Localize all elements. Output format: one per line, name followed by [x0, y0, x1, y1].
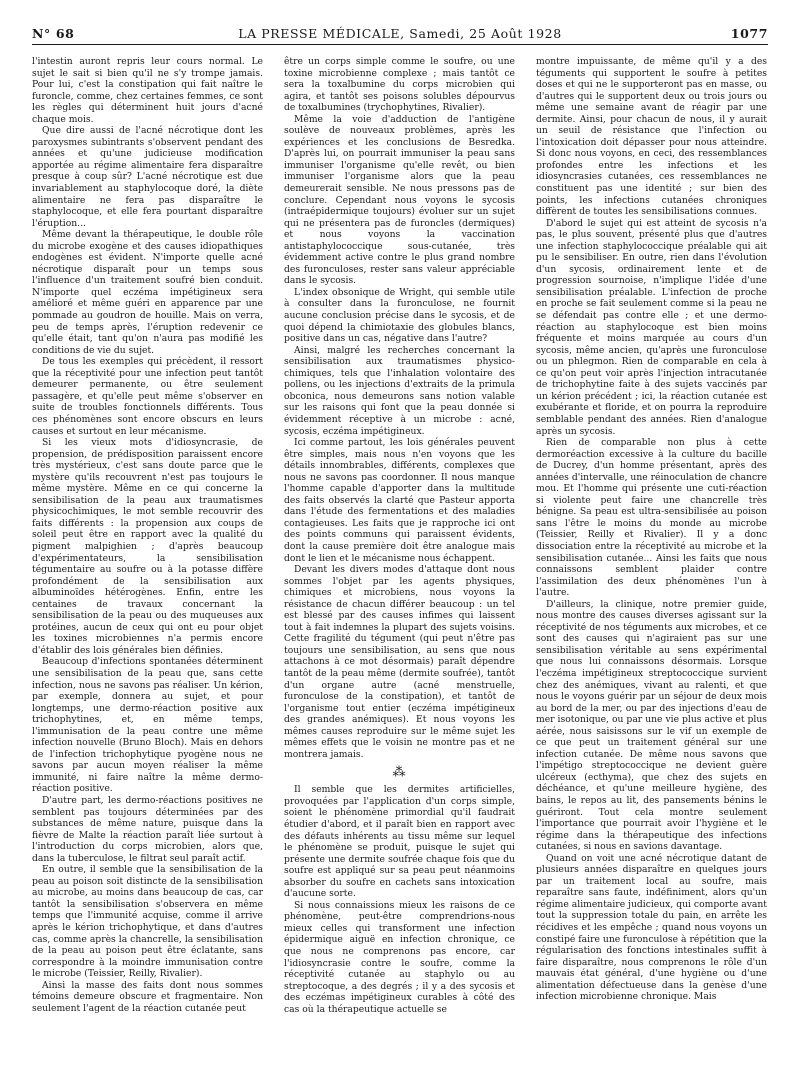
paragraph: Si nous connaissions mieux les raisons de ce phénomène, peut-être comprendrions-nous mieux celles qui transforment une infection épidermique aiguë en infection chronique, ce que nous ne comprenons pas encore, car l'idiosyncrasie contre le soufre, comme la réceptivité cutanée au staphylo ou au streptocoque, a des degrés ; il y a des sycosis et des eczémas impétigineux curables à côté des cas où la thérapeutique actuelle se — [284, 899, 515, 1015]
paragraph: D'autre part, les dermo-réactions positives ne semblent pas toujours déterminées par des substances de même nature, puisque dans la fièvre de Malte la réaction paraît liée surtout à l'introduction du corps microbien, alors que, dans la tuberculose, le filtrat seul paraît actif. — [32, 795, 263, 864]
paragraph: Il semble que les dermites artificielles, provoquées par l'application d'un corps simple, soient le phénomène primordial qu'il faudrait étudier d'abord, et il paraît bien en rapport avec des défauts inhérents au tissu même sur lequel le phénomène se produit, puisque le sujet qui présente une dermite soufrée chaque fois que du soufre est appliqué sur sa peau peut néanmoins absorber du soufre en cachets sans intoxication d'aucune sorte. — [284, 784, 515, 900]
paragraph: Si les vieux mots d'idiosyncrasie, de propension, de prédisposition paraissent encore très mystérieux, c'est sans doute parce que le mystère qu'ils recouvrent n'est pas toujours le même mystère. Même en ce qui concerne la sensibilisation de la peau aux traumatismes physicochimiques, le mot semble recouvrir des faits différents : la propension aux coups de soleil peut être en rapport avec la qualité du pigment malpighien ; d'après beaucoup d'expérimentateurs, la sensibilisation tégumentaire au soufre ou à la potasse diffère profondément de la sensibilisation aux albuminoïdes hétérogènes. Enfin, entre les centaines de travaux concernant la sensibilisation de la peau ou des muqueuses aux protéines, aucun de ceux qui ont eu pour objet les toxines microbiennes n'a permis encore d'établir des lois générales bien définies. — [32, 437, 263, 656]
paragraph: D'ailleurs, la clinique, notre premier guide, nous montre des causes diverses agissant sur la réceptivité de nos téguments aux microbes, et ce sont des causes qui n'agiraient pas sur une sensibilisation véritable au sens expérimental que nous lui connaissons désormais. Lorsque l'eczéma impétigineux streptococcique survient chez des anémiques, vivant au ralenti, et que nous le voyons guérir par un séjour de deux mois au bord de la mer, ou par des injections d'eau de mer isotonique, ou par une vie plus active et plus aérée, nous saisissons sur le vif un exemple de ce que peut un traitement général sur une infection cutanée. De même nous savons que l'impétigo streptococcique ne devient guère ulcéreux (ecthyma), que chez des sujets en déchéance, et qu'une meilleure hygiène, des bains, le repos au lit, des pansements bénins le guériront. Tout cela montre seulement l'importance que pourrait avoir l'hygiène et le régime dans la thérapeutique des infections cutanées, si nous en savions davantage. — [536, 598, 767, 853]
paragraph: Même devant la thérapeutique, le double rôle du microbe exogène et des causes idiopathiques endogènes est évident. N'importe quelle acné nécrotique disparaît pour un temps sous l'influence d'un traitement soufré bien conduit. N'importe quel eczéma impétigineux sera amélioré et même guéri en apparence par une pommade au goudron de houille. Mais on verra, peu de temps après, l'éruption redevenir ce qu'elle était, tant qu'on n'aura pas modifié les conditions de vie du sujet. — [32, 229, 263, 356]
paragraph: Même la voie d'adduction de l'antigène soulève de nouveaux problèmes, après les expériences et les conclusions de Besredka. D'après lui, on pourrait immuniser la peau sans immuniser l'organisme qu'elle revêt, ou bien immuniser l'organisme alors que la peau demeurerait sensible. Ne nous pressons pas de conclure. Cependant nous voyons le sycosis (intraépidermique toujours) évoluer sur un sujet qui ne présentera pas de furoncles (dermiques) et nous voyons la vaccination antistaphylococcique sous-cutanée, très évidemment active contre le plus grand nombre des furonculoses, rester sans valeur appréciable dans le sycosis. — [284, 113, 515, 287]
paragraph: L'index obsonique de Wright, qui semble utile à consulter dans la furonculose, ne fournit aucune conclusion précise dans le sycosis, et de quoi dépend la chimiotaxie des globules blancs, positive dans un cas, négative dans l'autre? — [284, 286, 515, 345]
paragraph: être un corps simple comme le soufre, ou une toxine microbienne complexe ; mais tantôt ce sera la toxalbumine du corps microbien qui agira, et tantôt ses poisons solubles dépourvus de toxalbumines (trychophytines, Rivalier). — [284, 56, 515, 114]
paragraph: En outre, il semble que la sensibilisation de la peau au poison soit distincte de la sensibilisation au microbe, au moins dans beaucoup de cas, car tantôt la sensibilisation s'observera en même temps que l'immunité acquise, comme il arrive après le kérion trichophytique, et dans d'autres cas, comme après la chancrelle, la sensibilisation de la peau au poison peut être éclatante, sans correspondre à la moindre immunisation contre le microbe (Teissier, Reilly, Rivalier). — [32, 864, 263, 980]
paragraph: l'intestin auront repris leur cours normal. Le sujet le sait si bien qu'il ne s'y trompe jamais. Pour lui, c'est la constipation qui fait naître le furoncle, comme, chez certaines femmes, ce sont les règles qui déterminent huit jours d'acné chaque mois. — [32, 56, 263, 125]
page-number: 1077 — [730, 26, 768, 41]
paragraph: Rien de comparable non plus à cette dermoréaction excessive à la culture du bacille de Ducrey, d'un homme présentant, après des années d'intervalle, une réinoculation de chancre mou. Et l'homme qui présente une cuti-réaction si violente peut faire une chancrelle très bénigne. Sa peau est ultra-sensibilisée au poison sans l'être le moins du monde au microbe (Teissier, Reilly et Rivalier). Il y a donc dissociation entre la réceptivité au microbe et la sensibilisation cutanée... Ainsi les faits que nous connaissons semblent plaider contre l'assimilation des deux phénomènes l'un à l'autre. — [536, 437, 767, 599]
section-separator: ⁂ — [392, 765, 407, 781]
journal-title: LA PRESSE MÉDICALE, Samedi, 25 Août 1928 — [238, 26, 562, 41]
column-3 — [536, 56, 767, 1070]
header-rule — [32, 44, 768, 45]
paragraph: Devant les divers modes d'attaque dont nous sommes l'objet par les agents physiques, chimiques et microbiens, nous voyons la résistance de chacun différer beaucoup : un tel est blessé par des causes infimes qui laissent tout à fait indemnes la plupart des sujets voisins. Cette fragilité du tégument (qui peut n'être pas toujours une sensibilisation, au sens que nous attachons à ce mot désormais) paraît dépendre tantôt de la peau même (dermite soufrée), tantôt d'un organe autre (acné menstruelle, furonculose de la constipation), et tantôt de l'organisme tout entier (eczéma impétigineux des grandes anémiques). Et nous voyons les mêmes causes reproduire sur le même sujet les mêmes effets que le voisin ne montre pas et ne montrera jamais. — [284, 564, 515, 760]
paragraph: Ici comme partout, les lois générales peuvent être simples, mais nous n'en voyons que les détails innombrables, différents, complexes que nous ne savons pas coordonner. Il nous manque l'homme capable d'apporter dans la multitude des faits observés la clarté que Pasteur apporta dans l'étude des fermentations et des maladies contagieuses. Les faits que je rapproche ici ont des points communs qui paraissent évidents, dont la cause première doit être analogue mais dont le lien et le mécanisme nous échappent. — [284, 437, 515, 564]
paragraph: Ainsi, malgré les recherches concernant la sensibilisation aux traumatismes physico-chimiques, tels que l'inhalation volontaire des pollens, ou les injections d'extraits de la primula obconica, nous demeurons sans notion valable sur les raisons qui font que la peau donnée si évidemment réceptive à un microbe : acné, sycosis, eczéma impétigineux. — [284, 344, 515, 437]
column-2 — [284, 56, 515, 1070]
paragraph: De tous les exemples qui précèdent, il ressort que la réceptivité pour une infection peut tantôt demeurer permanente, ou être seulement passagère, et qu'elle peut même s'observer en suite de troubles fonctionnels différents. Tous ces phénomènes sont encore obscurs en leurs causes et surtout en leur mécanisme. — [32, 356, 263, 437]
paragraph: Ainsi la masse des faits dont nous sommes témoins demeure obscure et fragmentaire. Non seulement l'agent de la réaction cutanée peut — [32, 979, 263, 1014]
column-1 — [32, 56, 263, 1070]
paragraph: Beaucoup d'infections spontanées déterminent une sensibilisation de la peau que, sans cette infection, nous ne savons pas réaliser. Un kérion, par exemple, donnera au sujet, et pour longtemps, une dermo-réaction positive aux trichophytines, et, en même temps, l'immunisation de la peau contre une même infection nouvelle (Bruno Bloch). Mais en dehors de l'infection trichophytique pyogène nous ne savons par aucun moyen réaliser la même immunité, ni faire naître la même dermo-réaction positive. — [32, 656, 263, 795]
paragraph: montre impuissante, de même qu'il y a des téguments qui supportent le soufre à petites doses et qui ne le supporteront pas en masse, ou d'autres qui le supportent deux ou trois jours ou même une semaine avant de réagir par une dermite. Ainsi, pour chacun de nous, il y aurait un seuil de résistance que l'infection ou l'intoxication doit dépasser pour nous atteindre. Si donc nous voyons, en ceci, des ressemblances profondes entre les infections et les idiosyncrasies cutanées, ces ressemblances ne constituent pas une identité ; sur bien des points, les infections cutanées chroniques diffèrent de toutes les sensibilisations connues. — [536, 56, 767, 218]
paragraph: Quand on voit une acné nécrotique datant de plusieurs années disparaître en quelques jours par un traitement local au soufre, mais reparaître sans faute, indéfiniment, alors qu'un régime alimentaire judicieux, qui comporte avant tout la suppression totale du pain, en arrête les récidives et les empêche ; quand nous voyons un constipé faire une furonculose à répétition que la régularisation des fonctions intestinales suffit à faire disparaître, nous comprenons le rôle d'un mauvais état général, d'une hygiène ou d'une alimentation défectueuse dans la genèse d'une infection microbienne chronique. Mais — [536, 852, 767, 1003]
paragraph: Que dire aussi de l'acné nécrotique dont les paroxysmes subintrants s'observent pendant des années et qu'une judicieuse modification apportée au régime alimentaire fera disparaître presque à coup sûr? L'acné nécrotique est due invariablement au staphylocoque doré, la diète alimentaire ne fera pas disparaître le staphylocoque, et elle fera pourtant disparaître l'éruption... — [32, 125, 263, 229]
issue-number: N° 68 — [32, 26, 75, 41]
paragraph: D'abord le sujet qui est atteint de sycosis n'a pas, le plus souvent, présenté plus que d'autres une infection staphylococcique préalable qui ait pu le sensibiliser. En outre, rien dans l'évolution d'un sycosis, ordinairement lente et de progression sournoise, n'implique l'idée d'une sensibilisation préalable. L'infection de proche en proche se fait seulement comme si la peau ne se défendait pas contre elle ; et une dermo-réaction au staphylocoque est bien moins fréquente et moins marquée au cours d'un sycosis, même ancien, qu'après une furonculose ou un phlegmon. Rien de comparable en cela à ce qu'on peut voir après l'injection intracutanée de trichophytine faite à des sujets vaccinés par un kérion précédent ; ici, la réaction cutanée est exubérante et floride, et on pourra la reproduire semblable pendant des années. Rien d'analogue après un sycosis. — [536, 217, 767, 437]
page-header — [32, 26, 768, 44]
